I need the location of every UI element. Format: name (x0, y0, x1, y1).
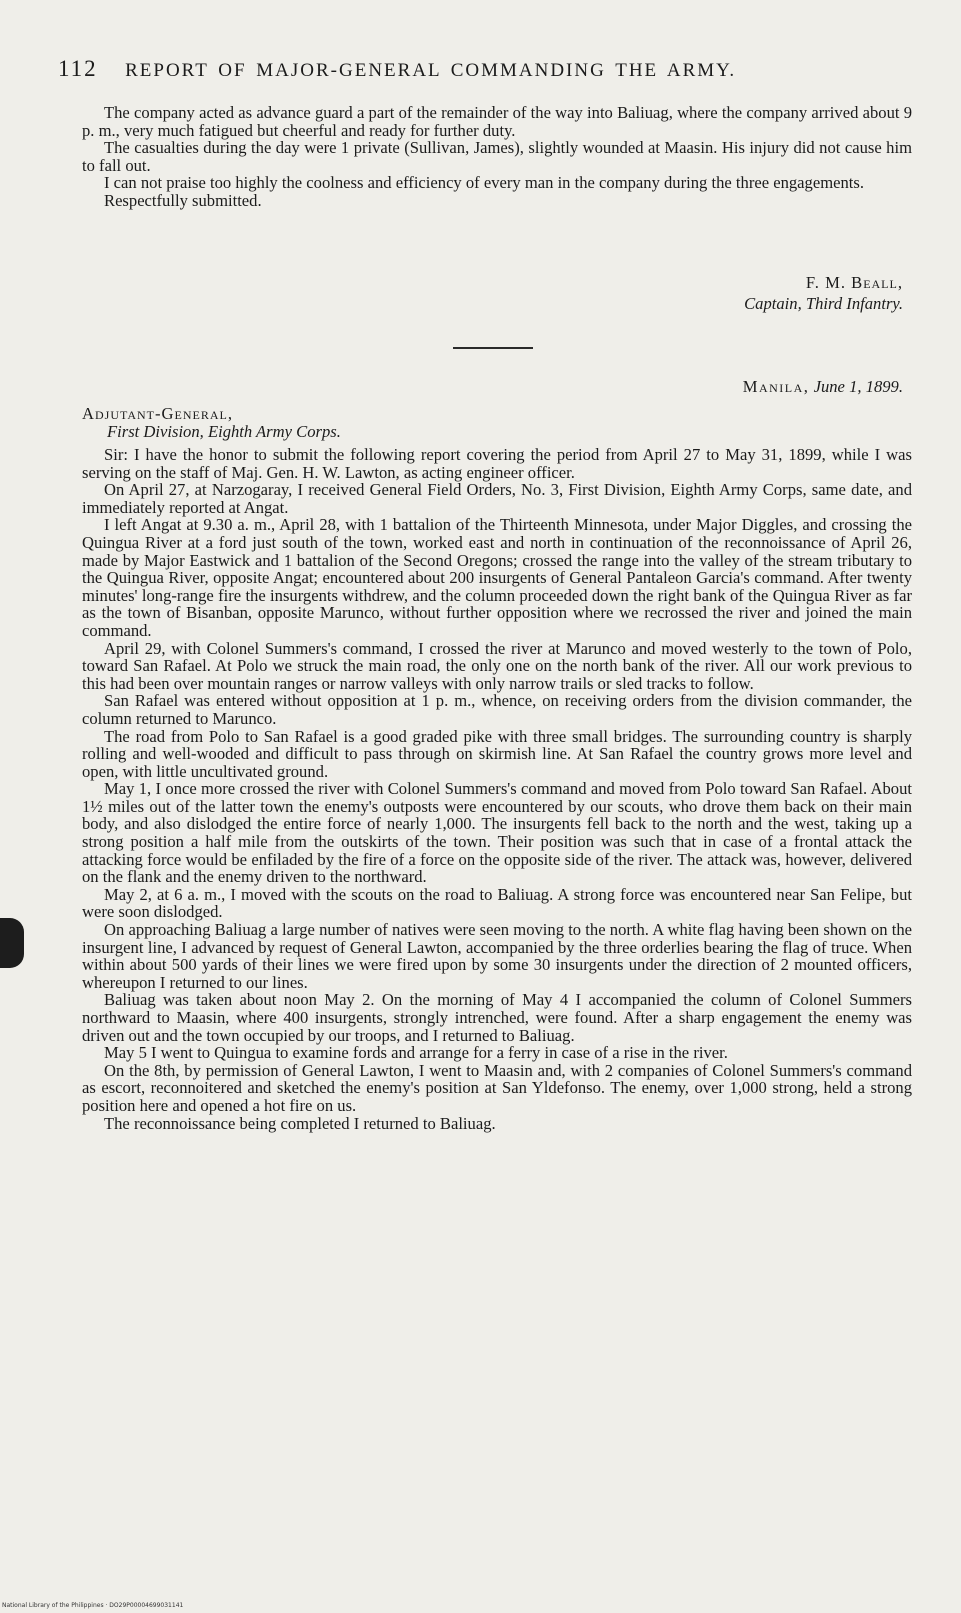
paragraph: May 2, at 6 a. m., I moved with the scouts on the road to Baliuag. A strong force was encountered near San Felipe, but were soon dislodged. (82, 884, 912, 922)
paragraph: Respectfully submitted. (104, 190, 262, 210)
dateline-place: Manila, (742, 377, 810, 396)
paragraph: Sir: I have the honor to submit the following report covering the period from April 27 to May 31, 1899, while I was serving on the staff of Maj. Gen. H. W. Lawton, as acting engineer officer. (82, 445, 912, 482)
letter1-body (82, 104, 912, 210)
signature-block (744, 272, 903, 314)
paragraph: I left Angat at 9.30 a. m., April 28, with 1 battalion of the Thirteenth Minnesota, under Major Diggles, and crossing the Quingua River at a ford just south of the town, worked east and north in continuation of the reconnoissance of April 26, made by Major Eastwick and 1 battalion of the Second Oregons; crossed the range into the valley of the stream tributary to the Quingua River, opposite Angat; encountered about 200 insurgents of General Pantaleon Garcia's command. After twenty minutes' long-range fire the insurgents withdrew, and the column proceeded down the right bank of the Quingua River as far as the town of Bisanban, opposite Marunco, without further opposition where we recrossed the river and joined the main command. (82, 515, 912, 640)
paragraph: The company acted as advance guard a part of the remainder of the way into Baliuag, where the company arrived about 9 p. m., very much fatigued but cheerful and ready for further duty. (82, 103, 912, 140)
page-number: 112 (58, 56, 98, 81)
letter2-body (82, 446, 912, 1132)
signature-name: F. M. Beall, (805, 273, 903, 292)
paragraph: The casualties during the day were 1 private (Sullivan, James), slightly wounded at Maasin. His injury did not cause him to fall out. (82, 138, 912, 175)
paragraph: On April 27, at Narzogaray, I received General Field Orders, No. 3, First Division, Eighth Army Corps, same date, and immediately reported at Angat. (82, 480, 912, 517)
addressee-unit: First Division, Eighth Army Corps. (107, 422, 341, 441)
page-header (58, 56, 908, 82)
paragraph: May 5 I went to Quingua to examine fords and arrange for a ferry in case of a rise in the river. (104, 1043, 728, 1063)
paragraph: May 1, I once more crossed the river with Colonel Summers's command and moved from Polo toward San Rafael. About 1½ miles out of the latter town the enemy's outposts were encountered by our scouts, who drove them back on their main body, and also dislodged the entire force of nearly 1,000. The insurgents fell back to the north and the west, taking up a strong position a half mile from the outskirts of the town. Their position was such that in case of a frontal attack the attacking force would be enfiladed by the fire of a force on the opposite side of the river. The attack was, however, delivered on the flank and the enemy driven to the northward. (82, 779, 912, 887)
paragraph: On the 8th, by permission of General Lawton, I went to Maasin and, with 2 companies of Colonel Summers's command as escort, reconnoitered and sketched the enemy's position at San Yldefonso. The enemy, over 1,000 strong, held a strong position here and opened a hot fire on us. (82, 1060, 912, 1115)
paragraph: Baliuag was taken about noon May 2. On the morning of May 4 I accompanied the column of Colonel Summers northward to Maasin, where 400 insurgents, strongly intrenched, were found. After a sharp engagement the enemy was driven out and the town occupied by our troops, and I returned to Baliuag. (82, 990, 912, 1045)
scan-footer-note: National Library of the Philippines · DO29P00004699031141 (2, 1602, 184, 1609)
paragraph: The reconnoissance being completed I returned to Baliuag. (104, 1113, 496, 1133)
paragraph: I can not praise too highly the coolness and efficiency of every man in the company during the three engagements. (104, 173, 864, 193)
paragraph: On approaching Baliuag a large number of natives were seen moving to the north. A white flag having been shown on the insurgent line, I advanced by request of General Lawton, accompanied by the three orderlies bearing the flag of truce. When within about 500 yards of their lines we were fired upon by some 30 insurgents under the direction of 2 mounted officers, whereupon I returned to our lines. (82, 920, 912, 992)
paragraph: San Rafael was entered without opposition at 1 p. m., whence, on receiving orders from the division commander, the column returned to Marunco. (82, 691, 912, 728)
paragraph: The road from Polo to San Rafael is a good graded pike with three small bridges. The surrounding country is sharply rolling and well-wooded and difficult to pass through on skirmish line. At San Rafael the country grows more level and open, with little uncultivated ground. (82, 726, 912, 781)
binding-shadow (0, 918, 24, 968)
dateline-date: June 1, 1899. (813, 377, 903, 396)
running-title: REPORT OF MAJOR-GENERAL COMMANDING THE ARMY. (125, 60, 737, 81)
dateline (743, 377, 903, 397)
addressee-title: Adjutant-General, (82, 404, 234, 423)
paragraph: April 29, with Colonel Summers's command, I crossed the river at Marunco and moved westerly to the town of Polo, toward San Rafael. At Polo we struck the main road, the only one on the north bank of the river. All our work previous to this had been over mountain ranges or narrow valleys with only narrow trails or sled tracks to follow. (82, 638, 912, 693)
signature-rank: Captain, Third Infantry. (744, 294, 903, 313)
section-divider (453, 347, 533, 349)
addressee (82, 405, 341, 441)
